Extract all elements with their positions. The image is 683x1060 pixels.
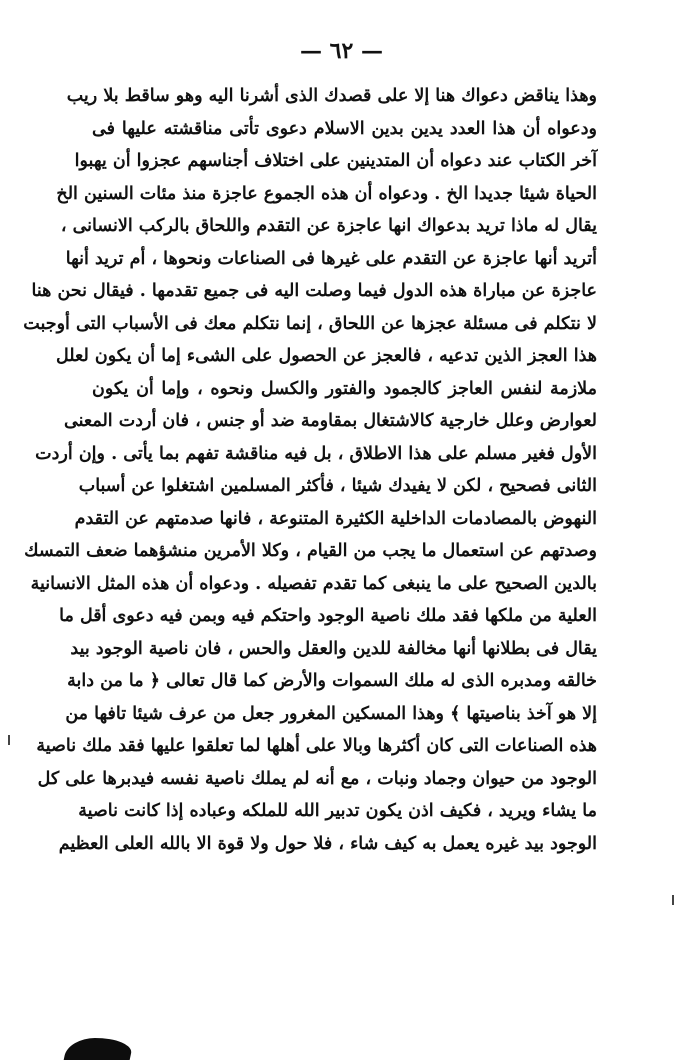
text-line: هذا العجز الذين تدعيه ، فالعجز عن الحصول على الشىء إما أن يكون لعلل [55, 346, 597, 366]
text-line: ملازمة لنفس العاجز كالجمود والفتور والكسل ونحوه ، وإما أن يكون [92, 378, 597, 399]
text-line: أتريد أنها عاجزة عن التقدم على غيرها فى الصناعات ونحوها ، أم تريد أنها [65, 248, 597, 269]
text-line: يقال له ماذا تريد بدعواك انها عاجزة عن التقدم واللحاق بالركب الانسانى ، [60, 216, 597, 236]
text-line: عاجزة عن مباراة هذه الدول فيما وصلت اليه فى جميع تقدمها . فيقال نحن هنا [31, 281, 597, 301]
text-block [23, 80, 597, 860]
ink-blot [64, 1038, 135, 1060]
text-line: ودعواه أن هذا العدد يدين بدين الاسلام دعوى تأتى مناقشته عليها فى [92, 118, 597, 139]
scan-edge-mark [8, 735, 10, 745]
text-line: الأول فغير مسلم على هذا الاطلاق ، بل فيه مناقشة تفهم بما يأتى . وإن أردت [35, 443, 597, 464]
text-line: ما يشاء ويريد ، فكيف اذن يكون تدبير الله للملكه وعباده إذا كانت ناصية [78, 801, 597, 821]
text-line: آخر الكتاب عند دعواه أن المتدينين على اختلاف أجناسهم عجزوا أن يهبوا [74, 151, 597, 171]
scan-edge-mark [672, 895, 674, 905]
page-number: — ٦٢ — [300, 38, 383, 64]
text-line: إلا هو آخذ بناصيتها ﴾ وهذا المسكين المغرور جعل من عرف شيئا تافها من [65, 703, 597, 724]
text-line: يقال فى بطلانها أنها مخالفة للدين والعقل والحس ، فان ناصية الوجود بيد [70, 638, 597, 659]
text-line: وصدتهم عن استعمال ما يجب من القيام ، وكلا الأمرين منشؤهما ضعف التمسك [24, 541, 597, 561]
text-line: الثانى فصحيح ، لكن لا يفيدك شيئا ، فأكثر المسلمين اشتغلوا عن أسباب [78, 476, 597, 496]
text-line: لا نتكلم فى مسئلة عجزها عن اللحاق ، إنما نتكلم معك فى الأسباب التى أوجبت [23, 313, 597, 334]
text-line: خالقه ومدبره الذى له ملك السموات والأرض كما قال تعالى ﴿ ما من دابة [67, 671, 597, 691]
text-line: النهوض بالمصادمات الداخلية الكثيرة المتنوعة ، فانها صدمتهم عن التقدم [74, 508, 597, 529]
text-line: لعوارض وعلل خارجية كالاشتغال بمقاومة ضد أو جنس ، فان أردت المعنى [64, 411, 597, 431]
text-line: الوجود بيد غيره يعمل به كيف شاء ، فلا حول ولا قوة الا بالله العلى العظيم [58, 833, 597, 854]
text-line: بالدين الصحيح على ما ينبغى كما تقدم تفصيله . ودعواه أن هذه المثل الانسانية [30, 573, 597, 594]
text-line: العلية من ملكها فقد ملك ناصية الوجود واحتكم فيه وبمن فيه دعوى أقل ما [59, 606, 597, 626]
text-line: الوجود من حيوان وجماد ونبات ، مع أنه لم يملك ناصية نفسه فيدبرها على كل [37, 768, 597, 789]
text-line: وهذا يناقض دعواك هنا إلا على قصدك الذى أشرنا اليه وهو ساقط بلا ريب [66, 86, 597, 106]
text-line: الحياة شيئا جديدا الخ . ودعواه أن هذه الجموع عاجزة منذ مئات السنين الخ [56, 183, 597, 204]
text-line: هذه الصناعات التى كان أكثرها وبالا على أهلها لما تعلقوا عليها فقد ملك ناصية [36, 736, 597, 756]
